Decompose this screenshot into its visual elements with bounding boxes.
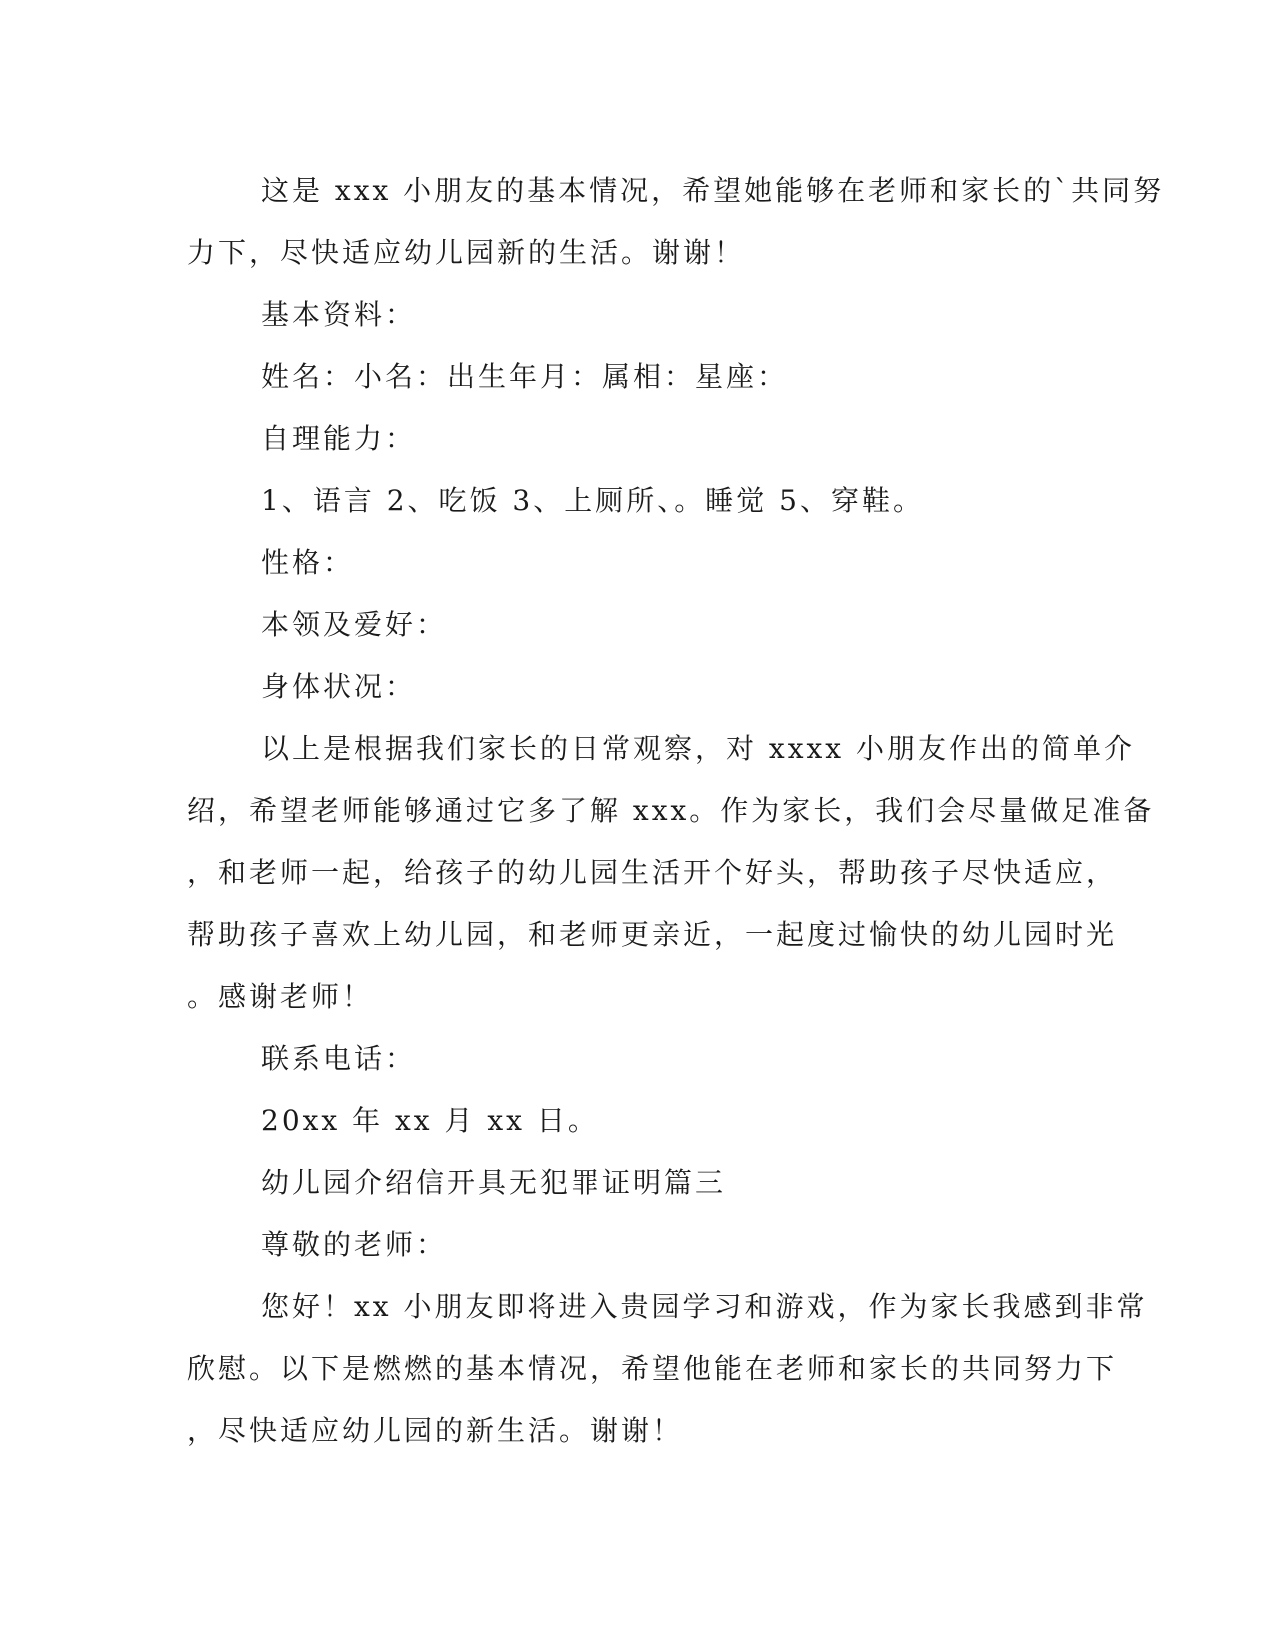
text-line: 帮助孩子喜欢上幼儿园，和老师更亲近，一起度过愉快的幼儿园时光 bbox=[187, 918, 1118, 951]
text-line: 这是 xxx 小朋友的基本情况，希望她能够在老师和家长的`共同努 bbox=[261, 174, 1165, 207]
self-care-items-line: 1、语言 2、吃饭 3、上厕所、。睡觉 5、穿鞋。 bbox=[261, 484, 924, 517]
text-line: 。感谢老师！ bbox=[187, 980, 374, 1013]
text-line: 以上是根据我们家长的日常观察，对 xxxx 小朋友作出的简单介 bbox=[261, 732, 1135, 765]
section-label-health: 身体状况： bbox=[261, 670, 417, 703]
section-label-self-care: 自理能力： bbox=[261, 422, 417, 455]
document-body bbox=[187, 160, 1165, 1462]
text-line: ，尽快适应幼儿园的新生活。谢谢！ bbox=[187, 1414, 684, 1447]
text-line: 欣慰。以下是燃燃的基本情况，希望他能在老师和家长的共同努力下 bbox=[187, 1352, 1118, 1385]
section-label-personality: 性格： bbox=[261, 546, 355, 579]
text-line: 您好！xx 小朋友即将进入贵园学习和游戏，作为家长我感到非常 bbox=[261, 1290, 1148, 1323]
section-label-basic-info: 基本资料： bbox=[261, 298, 417, 331]
date-line: 20xx 年 xx 月 xx 日。 bbox=[261, 1104, 599, 1137]
text-line: ，和老师一起，给孩子的幼儿园生活开个好头，帮助孩子尽快适应， bbox=[187, 856, 1118, 889]
text-line: 力下，尽快适应幼儿园新的生活。谢谢！ bbox=[187, 236, 746, 269]
section-label-skills-hobbies: 本领及爱好： bbox=[261, 608, 448, 641]
field-labels-line: 姓名：小名：出生年月：属相：星座： bbox=[261, 360, 789, 393]
section-heading: 幼儿园介绍信开具无犯罪证明篇三 bbox=[261, 1166, 727, 1199]
salutation: 尊敬的老师： bbox=[261, 1228, 448, 1261]
contact-phone-label: 联系电话： bbox=[261, 1042, 417, 1075]
text-line: 绍，希望老师能够通过它多了解 xxx。作为家长，我们会尽量做足准备 bbox=[187, 794, 1155, 827]
